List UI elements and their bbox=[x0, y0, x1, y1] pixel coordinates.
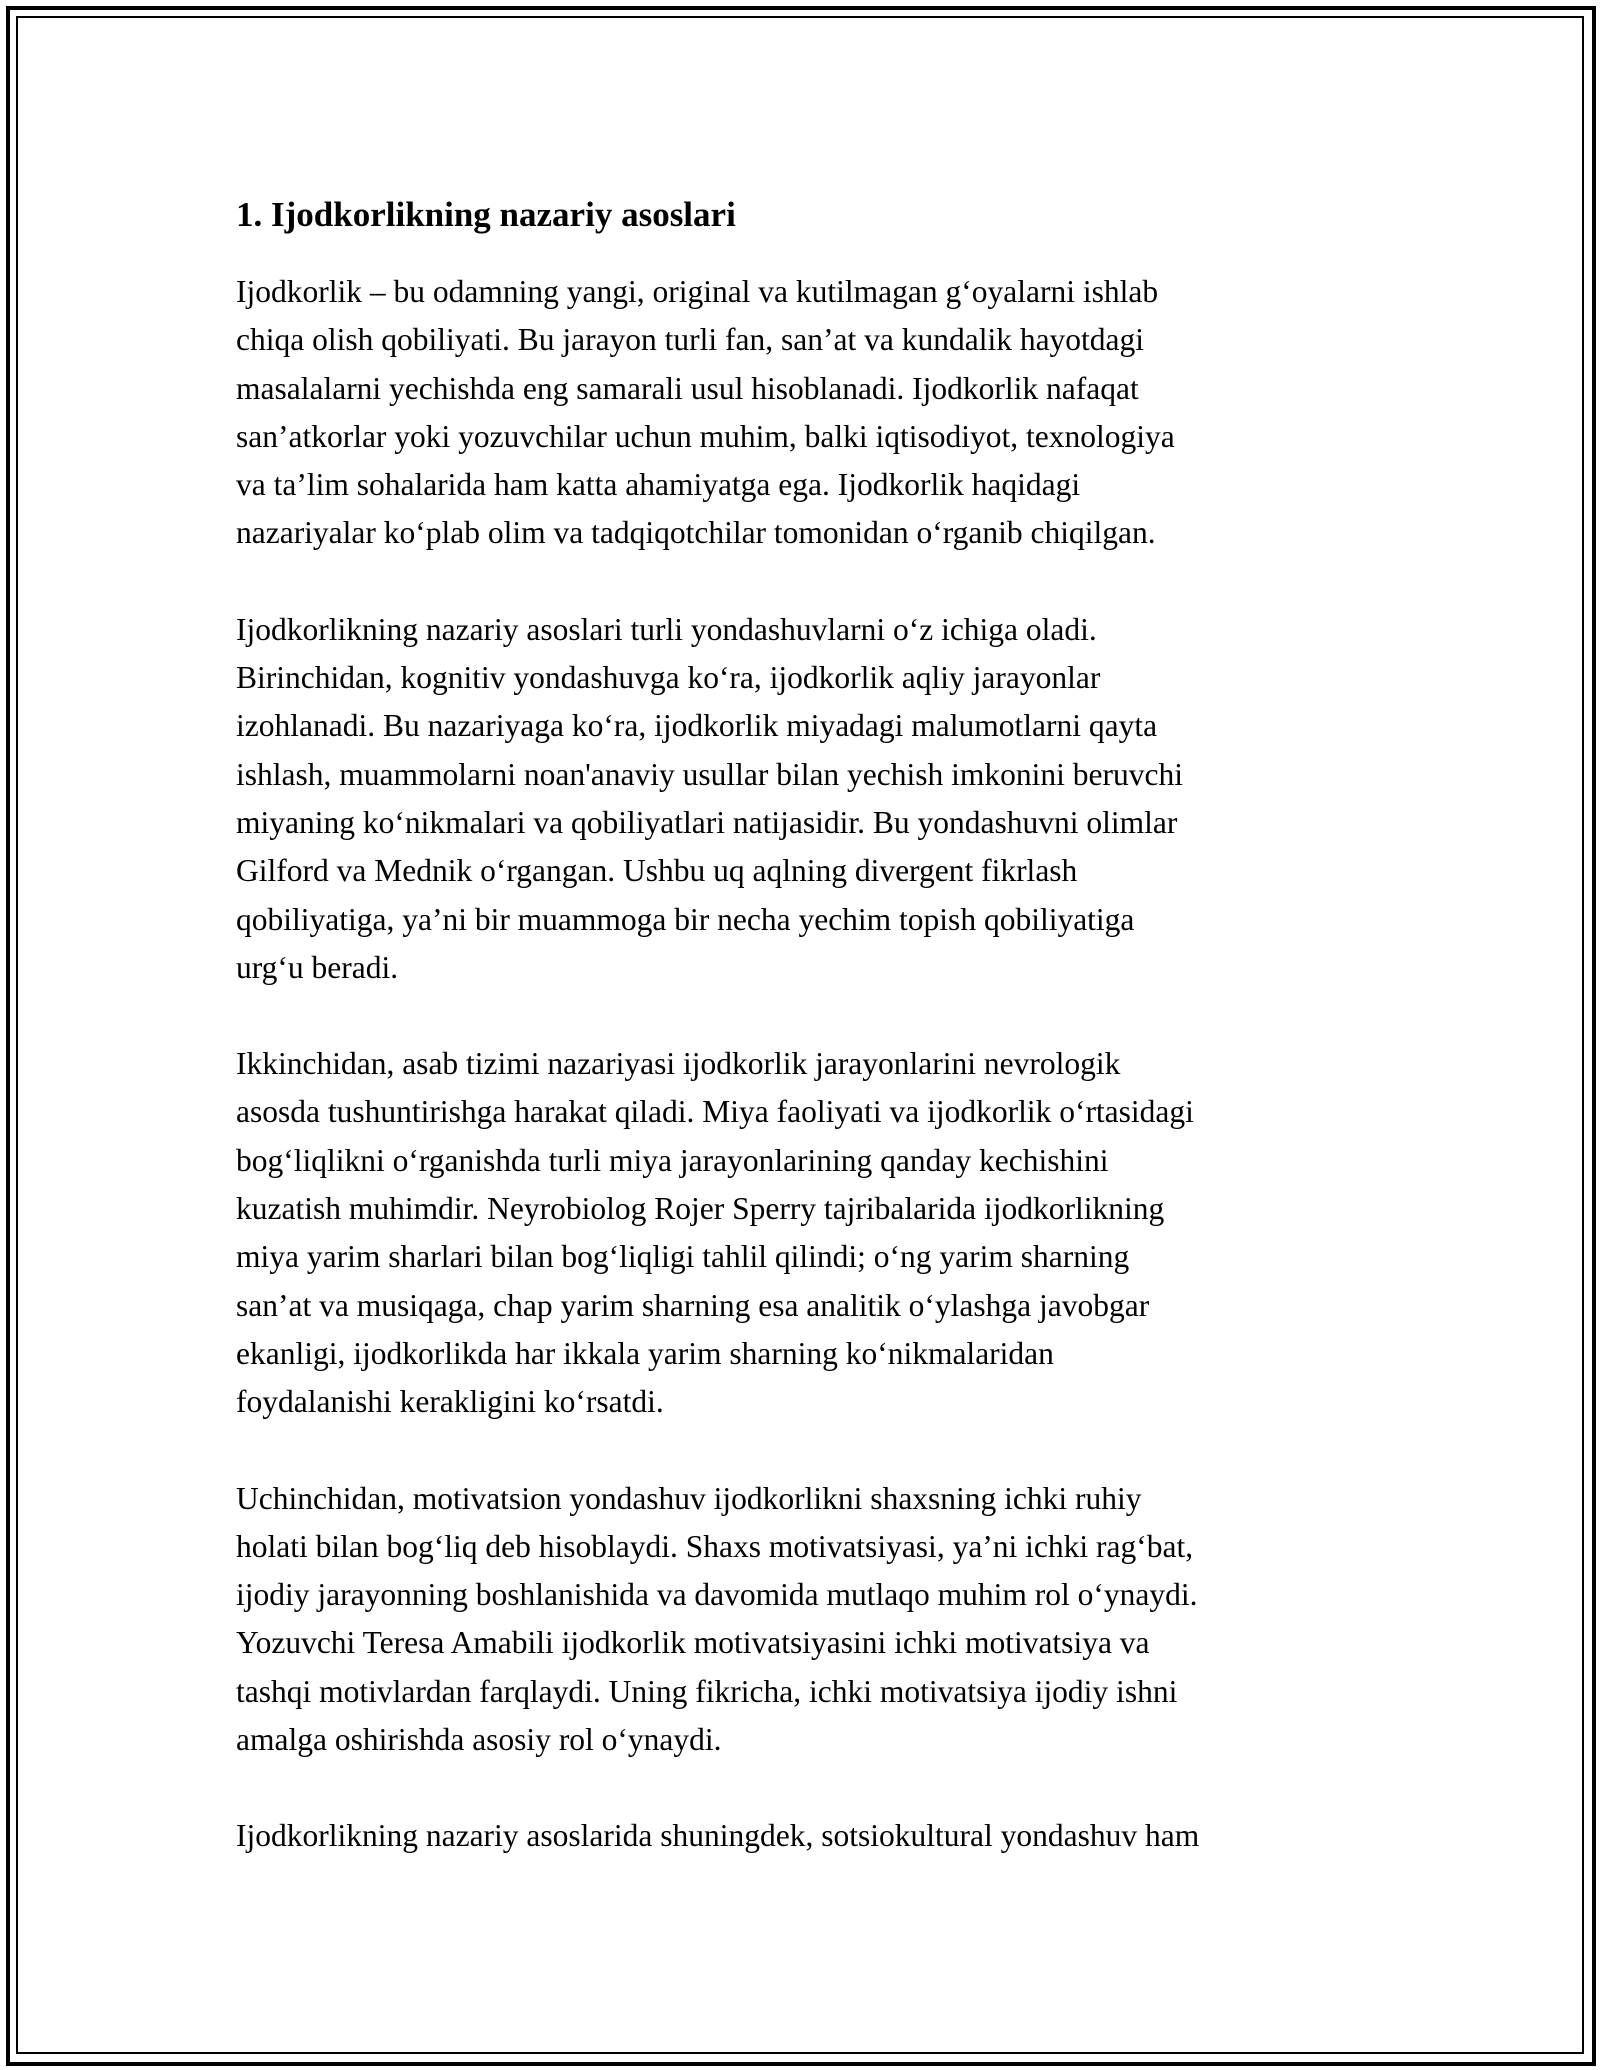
text-line: ekanligi, ijodkorlikda har ikkala yarim sharning ko‘nikmalaridan bbox=[236, 1335, 1054, 1371]
text-line: kuzatish muhimdir. Neyrobiolog Rojer Sperry tajribalarida ijodkorlikning bbox=[236, 1191, 1165, 1227]
text-line: Ijodkorlikning nazariy asoslarida shuningdek, sotsiokultural yondashuv ham bbox=[236, 1818, 1200, 1854]
document-body bbox=[236, 184, 1386, 1909]
text-line: san’at va musiqaga, chap yarim sharning esa analitik o‘ylashga javobgar bbox=[236, 1287, 1150, 1323]
text-line: Ikkinchidan, asab tizimi nazariyasi ijodkorlik jarayonlarini nevrologik bbox=[236, 1046, 1121, 1082]
paragraph-4 bbox=[236, 1475, 1386, 1765]
text-line: nazariyalar ko‘plab olim va tadqiqotchilar tomonidan o‘rganib chiqilgan. bbox=[236, 515, 1156, 551]
text-line: masalalarni yechishda eng samarali usul hisoblanadi. Ijodkorlik nafaqat bbox=[236, 370, 1139, 406]
paragraph-2 bbox=[236, 606, 1386, 992]
text-line: ishlash, muammolarni noan'anaviy usullar bilan yechish imkonini beruvchi bbox=[236, 756, 1183, 792]
paragraph-1 bbox=[236, 268, 1386, 558]
paragraph-3 bbox=[236, 1040, 1386, 1426]
text-line: izohlanadi. Bu nazariyaga ko‘ra, ijodkorlik miyadagi malumotlarni qayta bbox=[236, 708, 1158, 744]
text-line: qobiliyatiga, ya’ni bir muammoga bir necha yechim topish qobiliyatiga bbox=[236, 901, 1135, 937]
text-line: va ta’lim sohalarida ham katta ahamiyatga ega. Ijodkorlik haqidagi bbox=[236, 467, 1081, 503]
text-line: Ijodkorlik – bu odamning yangi, original va kutilmagan g‘oyalarni ishlab bbox=[236, 274, 1159, 309]
text-line: foydalanishi kerakligini ko‘rsatdi. bbox=[236, 1384, 664, 1420]
text-line: san’atkorlar yoki yozuvchilar uchun muhim, balki iqtisodiyot, texnologiya bbox=[236, 418, 1175, 454]
text-line: chiqa olish qobiliyati. Bu jarayon turli fan, san’at va kundalik hayotdagi bbox=[236, 322, 1145, 358]
text-line: urg‘u beradi. bbox=[236, 949, 399, 985]
text-line: Gilford va Mednik o‘rgangan. Ushbu uq aqlning divergent fikrlash bbox=[236, 853, 1078, 889]
section-heading: 1. Ijodkorlikning nazariy asoslari bbox=[236, 195, 736, 234]
text-line: amalga oshirishda asosiy rol o‘ynaydi. bbox=[236, 1722, 722, 1758]
text-line: miya yarim sharlari bilan bog‘liqligi tahlil qilindi; o‘ng yarim sharning bbox=[236, 1239, 1130, 1275]
text-line: asosda tushuntirishga harakat qiladi. Miya faoliyati va ijodkorlik o‘rtasidagi bbox=[236, 1094, 1194, 1130]
text-line: miyaning ko‘nikmalari va qobiliyatlari natijasidir. Bu yondashuvni olimlar bbox=[236, 804, 1178, 840]
paragraph-5 bbox=[236, 1812, 1386, 1860]
text-line: tashqi motivlardan farqlaydi. Uning fikricha, ichki motivatsiya ijodiy ishni bbox=[236, 1673, 1178, 1709]
text-line: bog‘liqlikni o‘rganishda turli miya jarayonlarining qanday kechishini bbox=[236, 1142, 1109, 1178]
text-line: holati bilan bog‘liq deb hisoblaydi. Shaxs motivatsiyasi, ya’ni ichki rag‘bat, bbox=[236, 1528, 1194, 1564]
text-line: Uchinchidan, motivatsion yondashuv ijodkorlikni shaxsning ichki ruhiy bbox=[236, 1480, 1142, 1516]
text-line: Birinchidan, kognitiv yondashuvga ko‘ra, ijodkorlik aqliy jarayonlar bbox=[236, 660, 1101, 696]
text-line: Yozuvchi Teresa Amabili ijodkorlik motivatsiyasini ichki motivatsiya va bbox=[236, 1625, 1150, 1661]
text-line: ijodiy jarayonning boshlanishida va davomida mutlaqo muhim rol o‘ynaydi. bbox=[236, 1577, 1198, 1613]
text-line: Ijodkorlikning nazariy asoslari turli yondashuvlarni o‘z ichiga oladi. bbox=[236, 611, 1097, 647]
